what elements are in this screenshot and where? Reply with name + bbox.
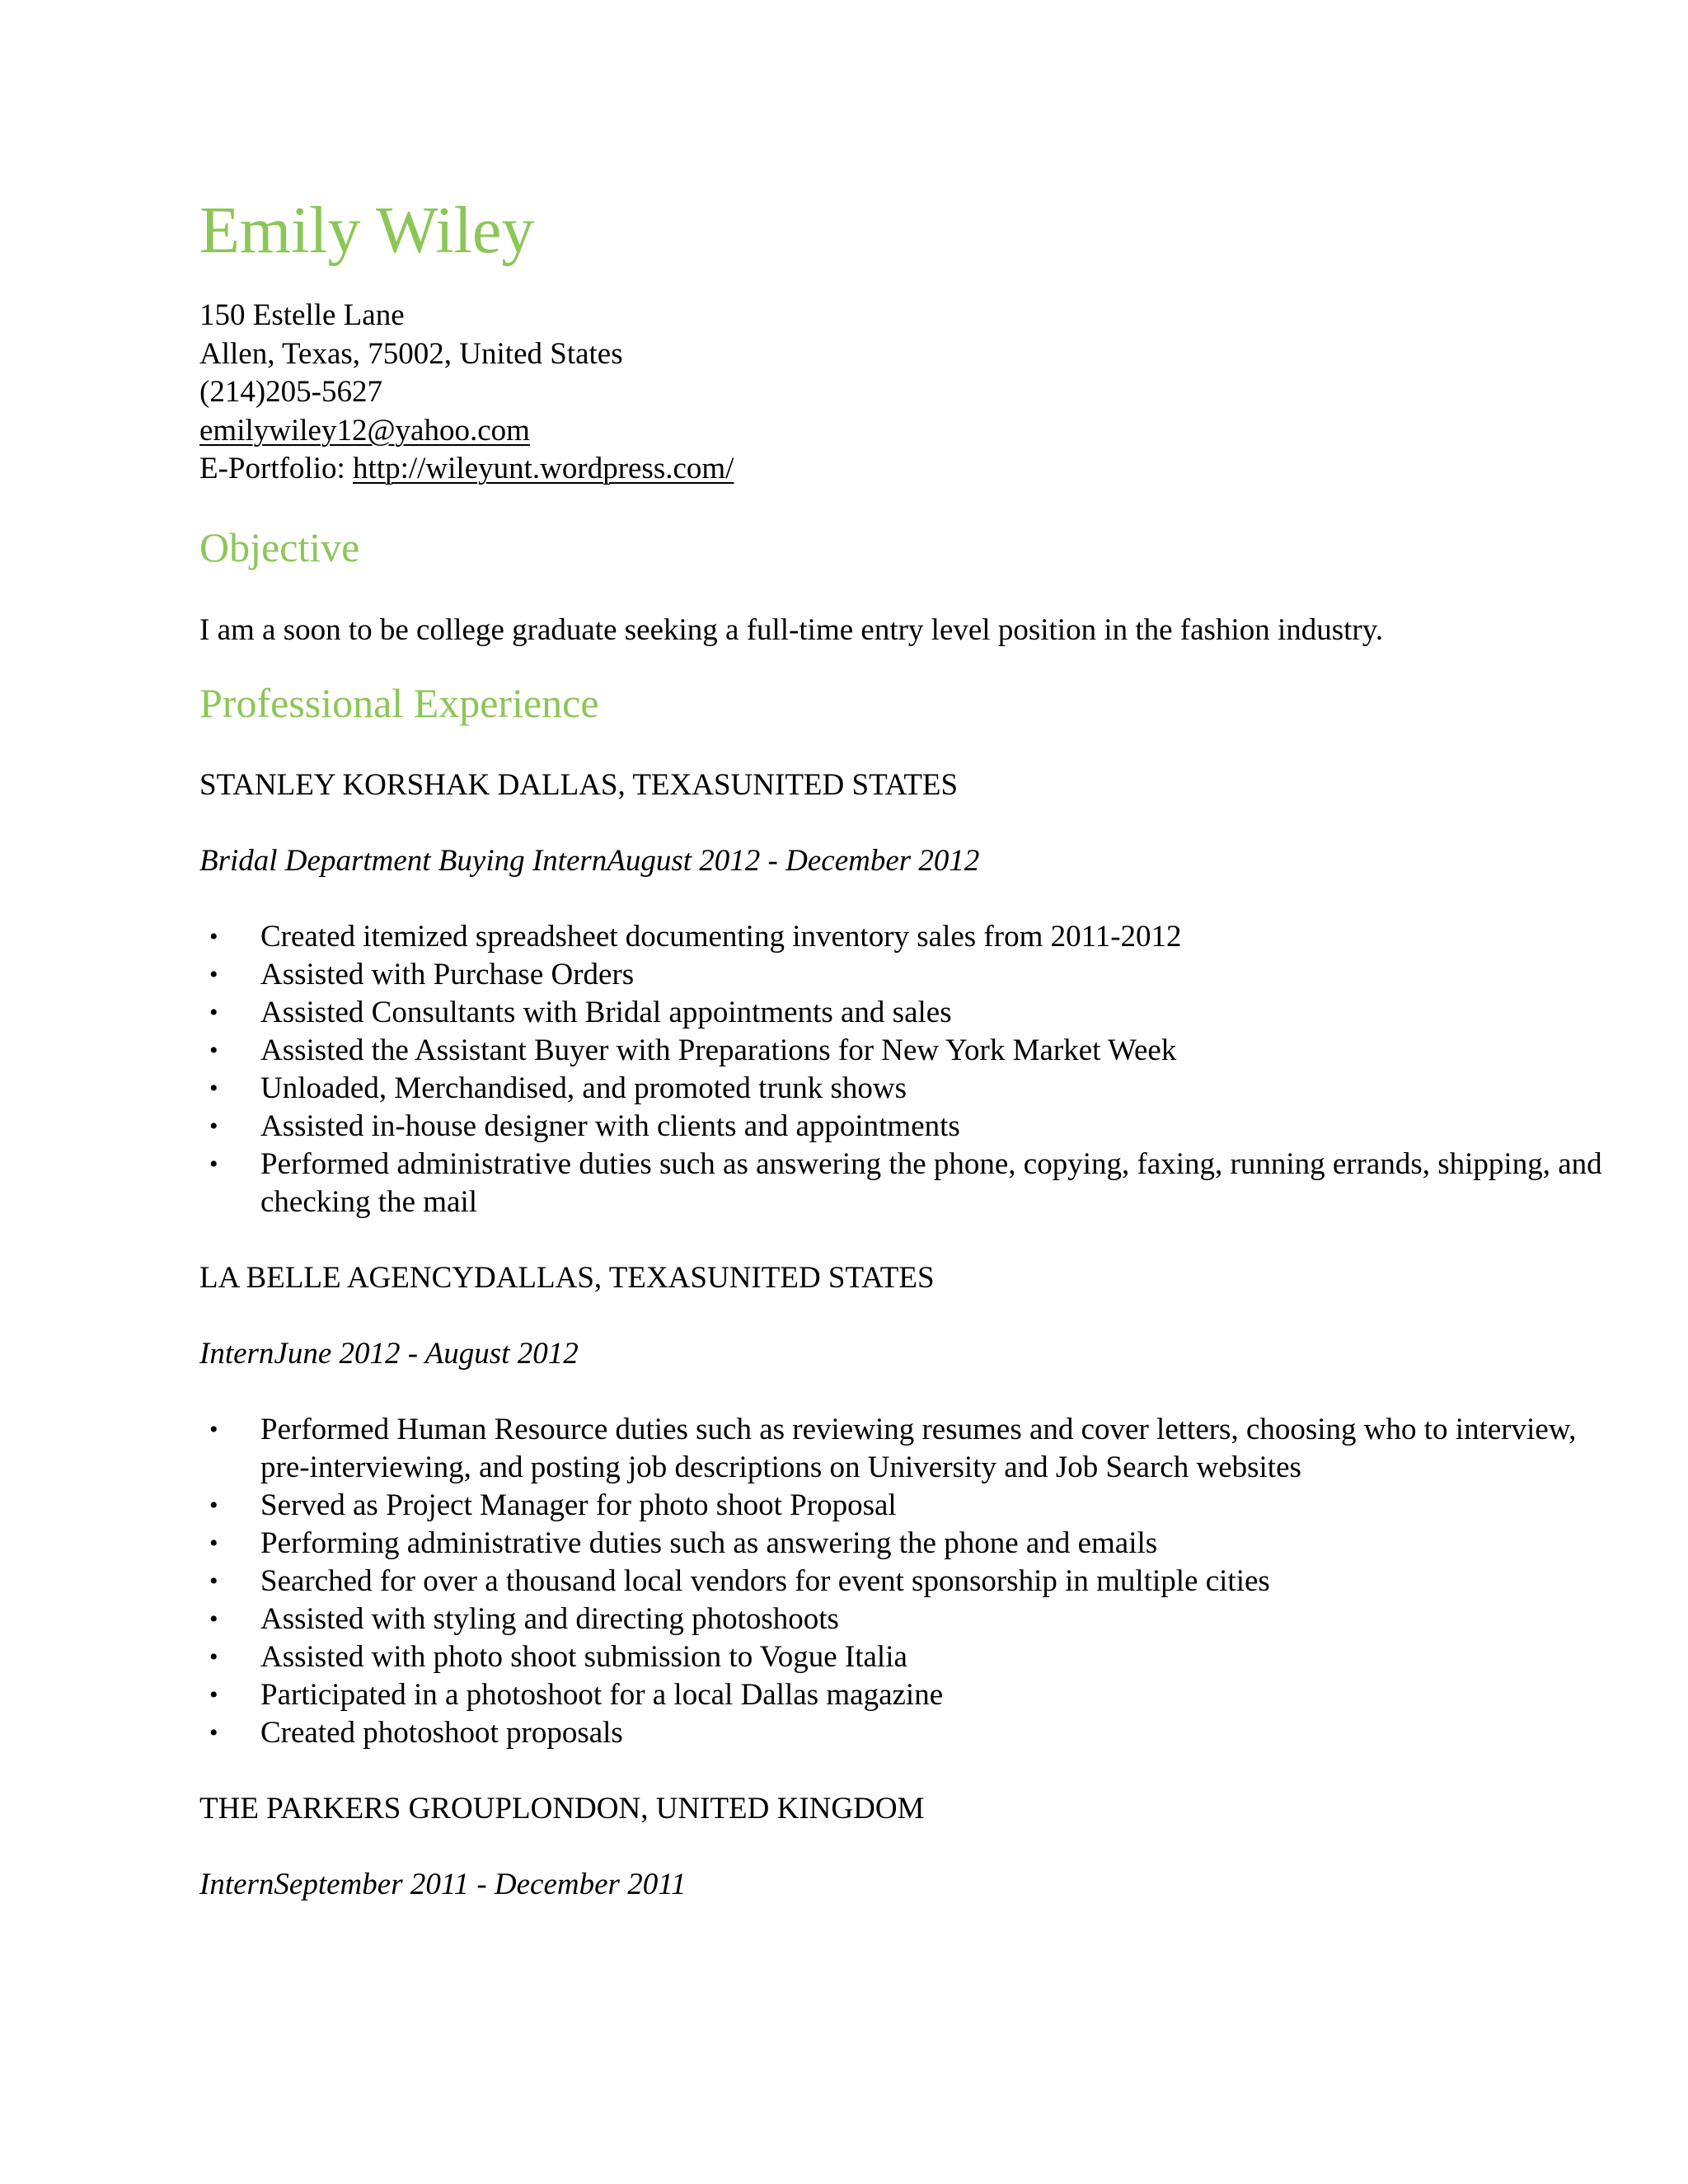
bullet-icon: • — [209, 1074, 218, 1102]
duty-item — [199, 956, 1629, 994]
bullet-icon: • — [209, 1415, 218, 1443]
duty-text: Assisted with Purchase Orders — [260, 957, 635, 991]
job-role: InternJune 2012 - August 2012 — [199, 1336, 579, 1371]
duty-item — [199, 1638, 1629, 1676]
job-employer: LA BELLE AGENCYDALLAS, TEXASUNITED STATES — [199, 1260, 935, 1295]
bullet-icon: • — [209, 1491, 218, 1519]
experience-heading: Professional Experience — [199, 679, 599, 726]
bullet-icon: • — [209, 1529, 218, 1557]
job-duties-list — [199, 918, 1602, 1221]
contact-city: Allen, Texas, 75002, United States — [199, 336, 623, 371]
duty-item — [199, 1108, 1629, 1146]
duty-item — [199, 918, 1629, 956]
portfolio-label: E-Portfolio: — [199, 452, 354, 485]
duty-item — [199, 994, 1629, 1032]
job-employer: THE PARKERS GROUPLONDON, UNITED KINGDOM — [199, 1791, 925, 1825]
bullet-icon: • — [209, 1036, 218, 1064]
duty-item — [199, 1032, 1629, 1070]
duty-text: Created photoshoot proposals — [260, 1715, 623, 1750]
email-link[interactable]: emilywiley12@yahoo.com — [199, 413, 530, 448]
job-entry — [199, 1259, 1577, 1752]
bullet-icon: • — [209, 1643, 218, 1671]
duty-text: Performed Human Resource duties such as reviewing resumes and cover letters, choosing who to interview, pre-interviewing, and posting job descriptions on University and Job Search websites — [260, 1412, 1577, 1484]
duty-item — [199, 1146, 1629, 1221]
contact-street: 150 Estelle Lane — [199, 298, 405, 332]
job-role: InternSeptember 2011 - December 2011 — [199, 1867, 687, 1901]
duty-item — [199, 1601, 1629, 1638]
duty-text: Searched for over a thousand local vendors for event sponsorship in multiple cities — [260, 1563, 1270, 1598]
portfolio-line — [199, 450, 1535, 489]
duty-item — [199, 1525, 1629, 1563]
duty-item — [199, 1676, 1629, 1714]
duty-text: Created itemized spreadsheet documenting inventory sales from 2011-2012 — [260, 919, 1182, 954]
bullet-icon: • — [209, 1567, 218, 1595]
duty-text: Assisted in-house designer with clients and appointments — [260, 1108, 960, 1143]
duty-text: Performed administrative duties such as answering the phone, copying, faxing, running errands, shipping, and checking the mail — [260, 1146, 1602, 1219]
contact-block — [199, 297, 1535, 489]
duty-text: Performing administrative duties such as answering the phone and emails — [260, 1526, 1158, 1560]
duty-text: Assisted with styling and directing photoshoots — [260, 1601, 839, 1636]
duty-text: Participated in a photoshoot for a local Dallas magazine — [260, 1677, 944, 1712]
duty-text: Assisted Consultants with Bridal appointments and sales — [260, 995, 952, 1029]
objective-heading: Objective — [199, 523, 360, 570]
bullet-icon: • — [209, 1605, 218, 1633]
job-role: Bridal Department Buying InternAugust 2012 - December 2012 — [199, 843, 980, 878]
job-duties-list — [199, 1411, 1577, 1752]
duty-text: Served as Project Manager for photo shoot Proposal — [260, 1488, 897, 1522]
contact-phone: (214)205-5627 — [199, 375, 382, 409]
job-employer: STANLEY KORSHAK DALLAS, TEXASUNITED STATES — [199, 767, 959, 802]
bullet-icon: • — [209, 1112, 218, 1140]
duty-text: Unloaded, Merchandised, and promoted trunk shows — [260, 1071, 907, 1105]
job-entry — [199, 1790, 1535, 1904]
objective-text: I am a soon to be college graduate seeking a full-time entry level position in the fashion industry. — [199, 612, 1384, 647]
bullet-icon: • — [209, 960, 218, 988]
portfolio-link[interactable]: http://wileyunt.wordpress.com/ — [353, 452, 734, 485]
resume-name: Emily Wiley — [199, 194, 535, 267]
bullet-icon: • — [209, 998, 218, 1026]
duty-item — [199, 1070, 1629, 1108]
duty-item — [199, 1714, 1629, 1752]
bullet-icon: • — [209, 1680, 218, 1708]
bullet-icon: • — [209, 922, 218, 950]
bullet-icon: • — [209, 1718, 218, 1746]
duty-text: Assisted with photo shoot submission to Vogue Italia — [260, 1639, 907, 1674]
bullet-icon: • — [209, 1150, 218, 1178]
resume-page — [199, 194, 1602, 1904]
duty-text: Assisted the Assistant Buyer with Preparations for New York Market Week — [260, 1033, 1177, 1067]
duty-item — [199, 1487, 1629, 1525]
duty-item — [199, 1411, 1629, 1487]
job-entry — [199, 766, 1602, 1221]
experience-list — [199, 766, 1602, 1904]
duty-item — [199, 1563, 1629, 1601]
